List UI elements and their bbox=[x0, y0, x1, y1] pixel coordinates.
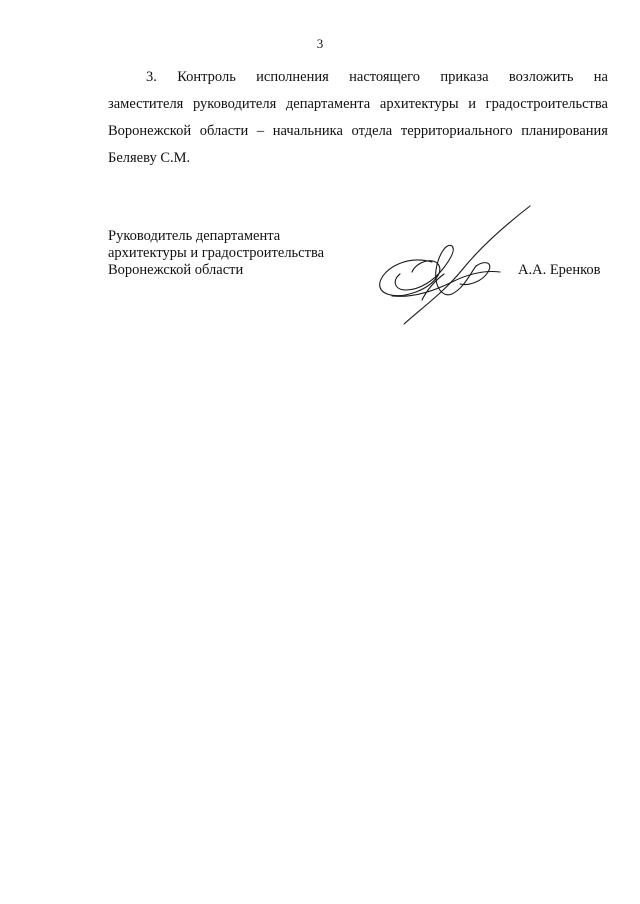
word: Контроль bbox=[177, 69, 236, 85]
word: отдела bbox=[351, 123, 393, 139]
word: приказа bbox=[440, 69, 489, 85]
signatory-title-line-3: Воронежской области bbox=[108, 262, 244, 278]
word: начальника bbox=[272, 123, 343, 139]
signatory-title-line-1: Руководитель департамента bbox=[108, 228, 281, 244]
word: Воронежской bbox=[108, 123, 192, 139]
signature-stroke bbox=[436, 245, 476, 294]
word: на bbox=[593, 69, 608, 85]
signatory-title-line-2: архитектуры и градостроительства bbox=[108, 245, 325, 261]
word: исполнения bbox=[256, 69, 329, 85]
word: заместителя bbox=[108, 96, 184, 112]
word: архитектуры bbox=[379, 96, 459, 112]
paragraph-item-3 bbox=[108, 64, 608, 172]
word: возложить bbox=[508, 69, 574, 85]
word: настоящего bbox=[349, 69, 420, 85]
word: руководителя bbox=[193, 96, 277, 112]
paragraph-line-2 bbox=[108, 91, 608, 118]
word: и bbox=[468, 96, 477, 112]
paragraph-line-3 bbox=[108, 118, 608, 145]
word: департамента bbox=[285, 96, 371, 112]
word: градостроительства bbox=[485, 96, 608, 112]
word: планирования bbox=[521, 123, 608, 139]
word: территориального bbox=[400, 123, 513, 139]
word: области bbox=[199, 123, 249, 139]
paragraph-line-4: Беляеву С.М. bbox=[108, 150, 191, 166]
page-number: 3 bbox=[316, 36, 324, 51]
signature-stroke bbox=[392, 271, 500, 296]
signature-stroke bbox=[404, 206, 530, 324]
word: – bbox=[256, 123, 265, 139]
signer-name: А.А. Еренков bbox=[518, 262, 601, 278]
paragraph-line-1 bbox=[108, 64, 608, 91]
handwritten-signature bbox=[372, 200, 542, 330]
item-number: 3. bbox=[146, 69, 157, 85]
signatory-title bbox=[108, 228, 324, 279]
